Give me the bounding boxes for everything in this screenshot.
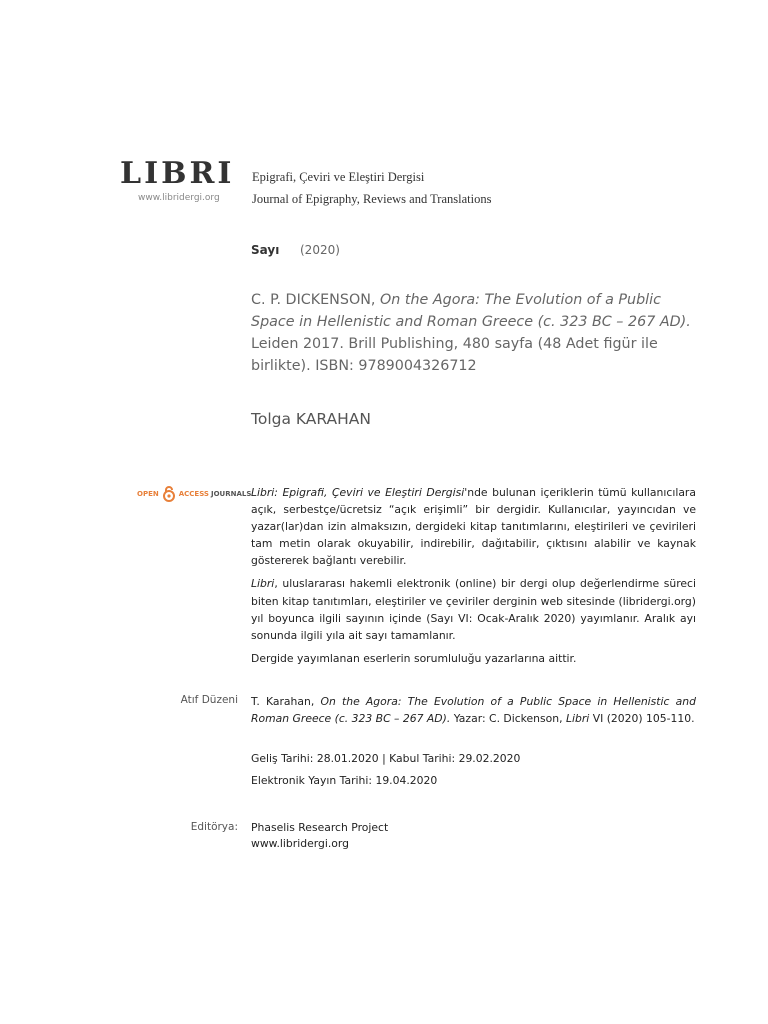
logo-url[interactable]: www.libridergi.org <box>138 193 220 203</box>
journal-name-en: Journal of Epigraphy, Reviews and Translations <box>252 192 492 206</box>
ref-prefix: T. Karahan, <box>251 695 321 708</box>
paragraph-text: , uluslararası hakemli elektronik (online) bir dergi olup değerlendirme süreci biten kitap tanıtımları, eleştiriler ve çeviriler derginin web sitesinde (libridergi.org) yıl boyunca ilgili sayının içinde (Sayı VI: Ocak-Aralık 2020) yayımlanır. Aralık ayı sonunda ilgili yıla ait sayı tamamlanır. <box>251 577 696 642</box>
ref-title: On the Agora: The Evolution of a Public Space in Hellenistic and Roman Greece (c. 323 BC – 267 AD). <box>251 695 696 725</box>
citation-format-label: Atıf Düzeni <box>180 694 238 706</box>
paragraph-text: 'nde bulunan içeriklerin tümü kullanıcılara açık, serbestçe/ücretsiz “açık erişimli” bir dergidir. Kullanıcılar, yayıncıdan ve yazar(lar)dan izin almaksızın, dergideki kitap tanıtımlarını, eleştirileri ve çevirileri tam metin olarak okuyabilir, indirebilir, dağıtabilir, çıktısını alabilir ve kaynak göstererek bağlantı verebilir. <box>251 486 696 568</box>
issue-year: (2020) <box>300 243 340 257</box>
editor-url[interactable]: www.libridergi.org <box>251 837 349 850</box>
open-access-logo <box>137 486 251 502</box>
statement-paragraph-2 <box>251 575 696 643</box>
publication-date: Elektronik Yayın Tarihi: 19.04.2020 <box>251 774 438 787</box>
ref-middle: Yazar: C. Dickenson, <box>450 711 566 725</box>
journal-name-tr: Epigrafi, Çeviri ve Eleştiri Dergisi <box>252 170 425 184</box>
book-citation <box>251 289 696 377</box>
oa-access-text: ACCESS <box>178 490 209 498</box>
statement-paragraph-1 <box>251 484 696 569</box>
open-access-lock-icon <box>161 486 177 502</box>
citation-author: C. P. DICKENSON, <box>251 292 380 308</box>
ref-suffix: VI (2020) 105-110. <box>589 711 695 725</box>
reviewer-name: Tolga KARAHAN <box>251 410 371 428</box>
citation-title: On the Agora: The Evolution of a Public Space in Hellenistic and Roman Greece (c. 323 BC – 267 AD). <box>251 292 691 330</box>
oa-open-text: OPEN <box>137 490 159 498</box>
submission-dates: Geliş Tarihi: 28.01.2020 | Kabul Tarihi: 29.02.2020 <box>251 752 521 765</box>
statement-paragraph-3: Dergide yayımlanan eserlerin sorumluluğu yazarlarına aittir. <box>251 651 577 665</box>
issue-label: Sayı <box>251 243 280 257</box>
journal-logo: LIBRI <box>120 156 235 191</box>
citation-details: Leiden 2017. Brill Publishing, 480 sayfa (48 Adet figür ile birlikte). ISBN: 9789004326712 <box>251 336 658 374</box>
journal-title-italic: Libri: Epigrafi, Çeviri ve Eleştiri Dergisi <box>251 486 465 499</box>
ref-journal: Libri <box>565 711 590 725</box>
editor-name: Phaselis Research Project <box>251 821 389 834</box>
oa-journals-text: JOURNALS <box>210 490 252 498</box>
journal-short-italic: Libri <box>251 577 275 591</box>
citation-format-text <box>251 694 696 727</box>
open-access-statement <box>251 484 696 673</box>
editor-label: Editörya: <box>190 821 238 833</box>
